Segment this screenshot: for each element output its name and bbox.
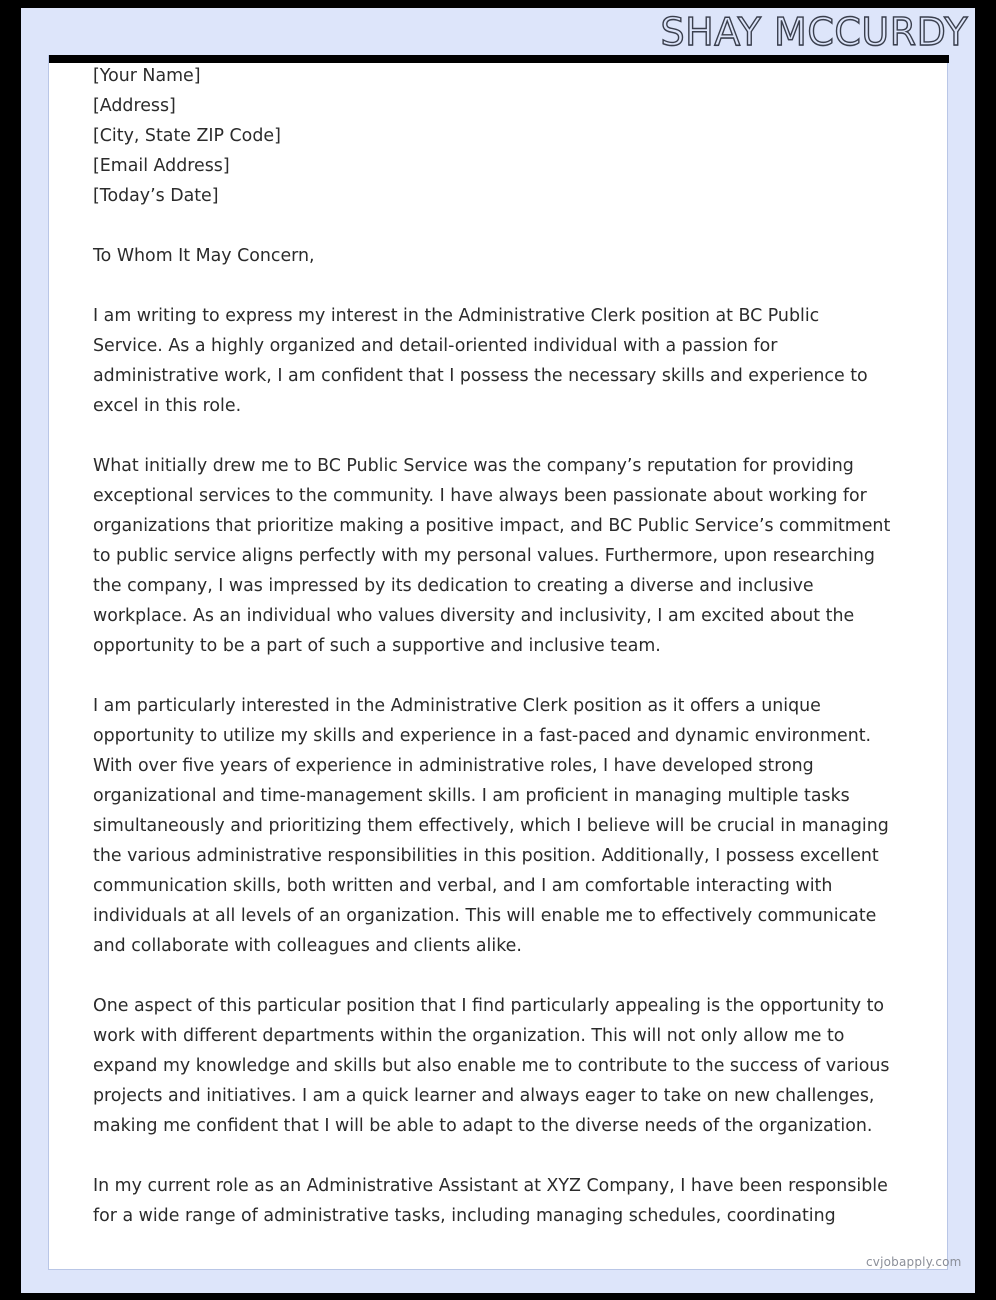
- sender-line-address: [Address]: [93, 96, 176, 116]
- spacer: [93, 421, 891, 451]
- document-header: [21, 8, 975, 55]
- salutation: To Whom It May Concern,: [93, 246, 315, 266]
- spacer: [93, 1141, 891, 1171]
- letter-paragraph: One aspect of this particular position that I find particularly appealing is the opportunity to work with different departments within the organization. This will not only allow me to expand my knowledge and skills but also enable me to contribute to the success of various projects and initiatives. I am a quick learner and always eager to take on new challenges, making me confident that I will be able to adapt to the diverse needs of the organization.: [93, 996, 890, 1136]
- spacer: [93, 961, 891, 991]
- spacer: [93, 211, 891, 241]
- cover-letter-body: [93, 61, 891, 1231]
- letter-paragraph: In my current role as an Administrative Assistant at XYZ Company, I have been responsible for a wide range of administrative tasks, including managing schedules, coordinating: [93, 1176, 888, 1226]
- sender-line-city-state-zip: [City, State ZIP Code]: [93, 126, 281, 146]
- document-canvas: [21, 8, 975, 1293]
- spacer: [93, 271, 891, 301]
- sender-line-name: [Your Name]: [93, 66, 201, 86]
- applicant-name-heading: SHAY MCCURDY: [660, 10, 968, 54]
- sender-line-date: [Today’s Date]: [93, 186, 219, 206]
- letter-paragraph: What initially drew me to BC Public Service was the company’s reputation for providing exceptional services to the community. I have always been passionate about working for organizations that prioritize making a positive impact, and BC Public Service’s commitment to public service aligns perfectly with my personal values. Furthermore, upon researching the company, I was impressed by its dedication to creating a diverse and inclusive workplace. As an individual who values diversity and inclusivity, I am excited about the opportunity to be a part of such a supportive and inclusive team.: [93, 456, 891, 656]
- spacer: [93, 661, 891, 691]
- sender-line-email: [Email Address]: [93, 156, 230, 176]
- letter-paragraph: I am writing to express my interest in the Administrative Clerk position at BC Public Service. As a highly organized and detail-oriented individual with a passion for administrative work, I am confident that I possess the necessary skills and experience to excel in this role.: [93, 306, 868, 416]
- site-watermark: cvjobapply.com: [866, 1255, 962, 1269]
- letter-paragraph: I am particularly interested in the Administrative Clerk position as it offers a unique opportunity to utilize my skills and experience in a fast-paced and dynamic environment. With over five years of experience in administrative roles, I have developed strong organizational and time-management skills. I am proficient in managing multiple tasks simultaneously and prioritizing them effectively, which I believe will be crucial in managing the various administrative responsibilities in this position. Additionally, I possess excellent communication skills, both written and verbal, and I am comfortable interacting with individuals at all levels of an organization. This will enable me to effectively communicate and collaborate with colleagues and clients alike.: [93, 696, 889, 956]
